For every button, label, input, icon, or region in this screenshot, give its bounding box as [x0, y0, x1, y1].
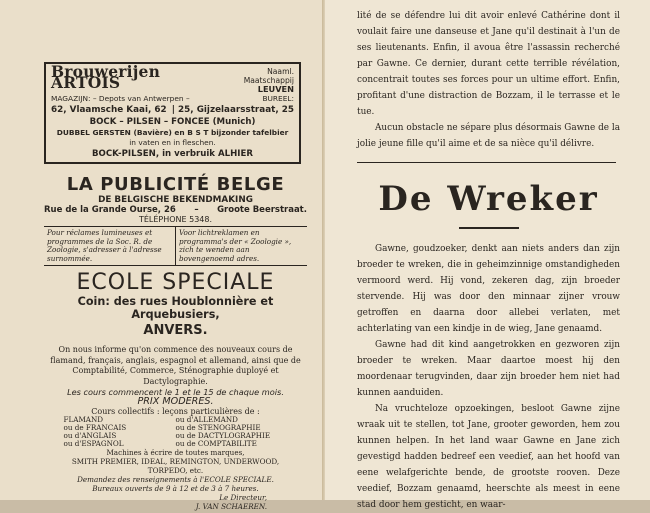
- ecole-prix: PRIX MODERES.: [137, 396, 214, 407]
- section-divider: [357, 162, 616, 163]
- story-paragraph: Na vruchteloze opzoekingen, besloot Gawne zijne wraak uit te stellen, tot Jane, grooter geworden, hem zou kunnen helpen. In het land waar Gawne en Jane zich gevestigd hadden bedreef een veedief, aan het hoofd van eene welafgerichte bende, de grootste rooven. Deze veedief, Bozzam genaamd, heerschte als meest in eene stad door hem gesticht, en waar-: [357, 403, 620, 510]
- publicite-advertisement: [44, 174, 307, 266]
- ecole-coin: Coin: des rues Houblonnière et Arquebusiers,: [77, 295, 274, 322]
- publicite-col-french: Pour réclames lumineuses et programmes de la Soc. R. de Zoologie, s'adresser à l'adresse surnommée.: [44, 227, 176, 265]
- ecole-machines-brands: SMITH PREMIER, IDEAL, REMINGTON, UNDERWOOD,: [71, 457, 280, 466]
- artois-header: [51, 62, 294, 94]
- ecole-director-name: J. VAN SCHAEREN.: [195, 502, 267, 511]
- publicite-title: LA PUBLICITÉ BELGE: [66, 174, 285, 195]
- artois-city: LEUVEN: [257, 84, 294, 94]
- ecole-cours-commencent: Les cours commencent le 1 et le 15 de chaque mois.: [67, 387, 284, 397]
- ecole-demandez: Demandez des renseignements à l'ECOLE SPECIALE.: [77, 475, 274, 484]
- ecole-title: ECOLE SPECIALE: [76, 270, 275, 296]
- publicite-address-right: Groote Beerstraat.: [217, 205, 307, 215]
- ecole-body: On nous informe qu'on commence des nouveaux cours de flamand, français, anglais, espagnol et allemand, ainsi que de Comptabilité, Commerce, Sténographie duployé et Dactylographie.: [50, 345, 301, 386]
- artois-advertisement: [44, 62, 301, 164]
- publicite-telephone: TÉLÉPHONE 5348.: [138, 215, 213, 224]
- ecole-lang: ou de FRANCAIS: [63, 423, 127, 432]
- publicite-col-dutch: Voor lichtreklamen en programma's der « Zoologie », zich te wenden aan bovengenoemd adres.: [179, 228, 292, 263]
- artois-magazijn: MAGAZIJN: – Depots van Antwerpen –: [51, 94, 190, 103]
- artois-beers: BOCK – PILSEN – FONCEE (Munich): [89, 117, 256, 127]
- ecole-languages-right: [176, 416, 288, 448]
- artois-addresses: [51, 105, 294, 116]
- artois-brand: Brouwerijen ARTOIS: [51, 62, 161, 92]
- ecole-machines: Machines à écrire de toutes marques,: [106, 448, 245, 457]
- artois-vaten: in vaten en in fleschen.: [129, 138, 216, 147]
- publicite-dash: –: [194, 205, 199, 215]
- publicite-columns: [44, 226, 307, 266]
- artois-verbruik: BOCK-PILSEN, in verbruik ALHIER: [91, 148, 253, 159]
- ecole-lang: FLAMAND: [63, 415, 104, 424]
- story-paragraph: lité de se défendre lui dit avoir enlevé Cathérine dont il voulait faire une danseuse et Jane qu'il destinait à l'un de ses lieutenants. Enfin, il avoua être l'assassin recherché par Gawne. Ce dernier, durant cette terrible révélation, concentrait toutes ses forces pour un ultime effort. Enfin, profitant d'une distraction de Bozzam, il le terrasse et le tue.: [357, 11, 620, 117]
- ecole-torpedo: TORPEDO, etc.: [147, 466, 204, 475]
- publicite-address: [44, 205, 307, 215]
- ecole-collectifs: Cours collectifs : leçons particulières de :: [91, 407, 260, 416]
- ecole-city: ANVERS.: [143, 323, 208, 339]
- ecole-lang: ou d'ESPAGNOL: [63, 439, 124, 448]
- artois-address-sep: |: [171, 104, 179, 115]
- ecole-lang: ou de STENOGRAPHIE: [175, 423, 261, 432]
- ecole-languages-left: [64, 416, 176, 448]
- ecole-directeur: Le Directeur,: [219, 493, 267, 502]
- story-paragraph: Aucun obstacle ne sépare plus désormais Gawne de la jolie jeune fille qu'il aime et de sa nièce qu'il délivre.: [357, 123, 620, 149]
- right-page: [325, 0, 650, 510]
- story-title: De Wreker: [378, 179, 599, 219]
- ecole-lang: ou d'ALLEMAND: [175, 415, 238, 424]
- title-underline: [459, 227, 519, 229]
- ecole-lang: ou d'ANGLAIS: [63, 431, 117, 440]
- artois-address-left: 62, Vlaamsche Kaai, 62: [51, 104, 167, 115]
- story-paragraph: Gawne had dit kind aangetrokken en gezworen zijn broeder te wreken. Maar daartoe moest hij den moordenaar terugvinden, daar zijn broeder hem niet had kunnen aanduiden.: [357, 339, 620, 398]
- publicite-address-left: Rue de la Grande Ourse, 26: [44, 205, 176, 215]
- artois-company: [221, 67, 294, 94]
- artois-dubbel: DUBBEL GERSTEN (Bavière) en B S T bijzonder tafelbier: [56, 127, 289, 137]
- artois-address-right: 25, Gijzelaarsstraat, 25: [178, 104, 294, 115]
- story-paragraph: Gawne, goudzoeker, denkt aan niets anders dan zijn broeder te wreken, die in geheimzinnige omstandigheden vermoord werd. Hij vond, zekeren dag, zijn broeder stervende. Hij was door den minnaar zijner vrouw getroffen en daarna door allebei verlaten, met achterlating van een kindje in de wieg, Jane genaamd.: [357, 243, 620, 334]
- publicite-subtitle: DE BELGISCHE BEKENDMAKING: [98, 195, 253, 205]
- ecole-bureaux: Bureaux ouverts de 9 à 12 et de 3 à 7 heures.: [92, 484, 259, 493]
- artois-company-type: Naaml. Maatschappij: [243, 67, 294, 85]
- artois-labels: [51, 94, 294, 105]
- ecole-lang: ou de DACTYLOGRAPHIE: [175, 431, 271, 440]
- ecole-lang: ou de COMPTABILITE: [175, 439, 257, 448]
- ecole-languages: [44, 416, 307, 448]
- left-page: [0, 0, 325, 511]
- ecole-advertisement: [44, 270, 307, 511]
- artois-bureel: BUREEL:: [262, 94, 294, 103]
